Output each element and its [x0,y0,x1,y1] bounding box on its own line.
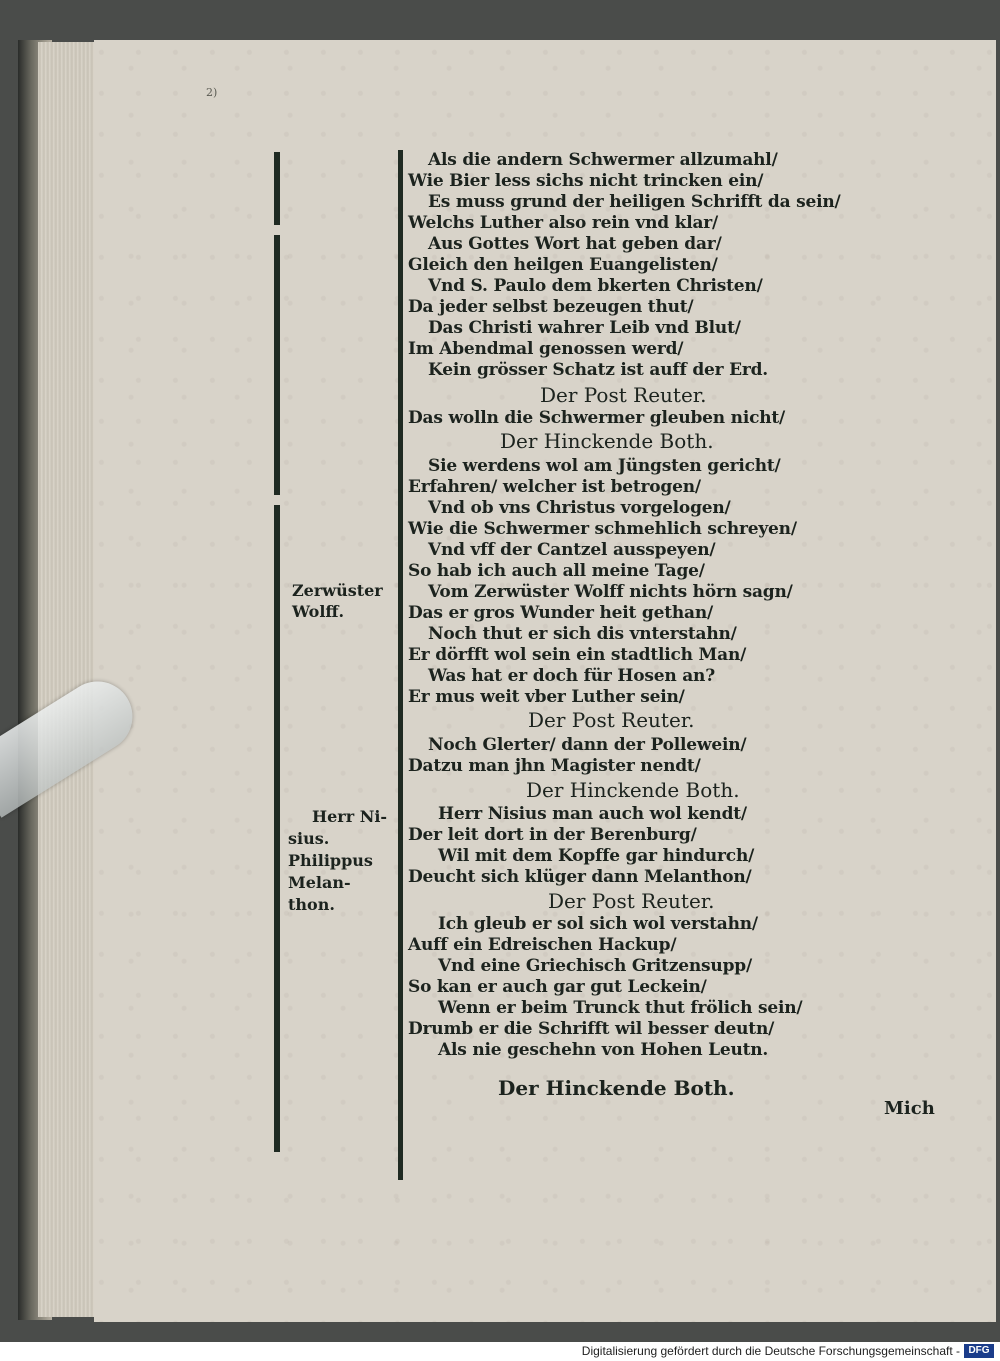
verse-line: Er dörfft wol sein ein stadtlich Man/ [408,645,747,665]
verse-line: Deucht sich klüger dann Melanthon/ [408,867,752,887]
speaker-heading: Der Post Reuter. [548,889,715,913]
verse-line: Als nie geschehn von Hohen Leutn. [438,1040,769,1060]
verse-line: Welchs Luther also rein vnd klar/ [408,213,719,233]
rule-break [272,225,282,235]
verse-line: Der leit dort in der Berenburg/ [408,825,697,845]
funding-credit: Digitalisierung gefördert durch die Deutsche Forschungsgemeinschaft - [581,1344,960,1358]
dfg-logo: DFG [964,1344,994,1358]
verse-line: Wie die Schwermer schmehlich schreyen/ [408,519,797,539]
page-mark: 2) [206,86,218,99]
verse-line: Es muss grund der heiligen Schrifft da sein/ [428,192,841,212]
verse-line: Sie werdens wol am Jüngsten gericht/ [428,456,781,476]
rule-break [272,495,282,505]
verse-line: Vnd ob vns Christus vorgelogen/ [428,498,731,518]
verse-line: Kein grösser Schatz ist auff der Erd. [428,360,769,380]
verse-line: Wenn er beim Trunck thut frölich sein/ [438,998,803,1018]
verse-line: Wie Bier less sichs nicht trincken ein/ [408,171,764,191]
verse-line: Er mus weit vber Luther sein/ [408,687,685,707]
verse-line: Herr Nisius man auch wol kendt/ [438,804,747,824]
speaker-heading: Der Post Reuter. [528,708,695,732]
margin-note-line: thon. [288,895,335,914]
verse-line: Noch Glerter/ dann der Pollewein/ [428,735,747,755]
verse-line: Vom Zerwüster Wolff nichts hörn sagn/ [428,582,793,602]
right-margin-rule [398,150,403,1180]
margin-note-line: Melan- [288,873,351,892]
verse-line: Das wolln die Schwermer gleuben nicht/ [408,408,786,428]
verse-line: Auff ein Edreischen Hackup/ [408,935,677,955]
verse-line: Als die andern Schwermer allzumahl/ [428,150,778,170]
speaker-heading: Der Hinckende Both. [526,778,740,802]
margin-note-line: Zerwüster [292,581,383,600]
verse-line: Das Christi wahrer Leib vnd Blut/ [428,318,741,338]
verse-line: Im Abendmal genossen werd/ [408,339,684,359]
paper-page [94,40,996,1322]
verse-line: Datzu man jhn Magister nendt/ [408,756,701,776]
verse-line: So hab ich auch all meine Tage/ [408,561,705,581]
closing-speaker-heading: Der Hinckende Both. [498,1076,735,1100]
verse-line: Gleich den heilgen Euangelisten/ [408,255,718,275]
speaker-heading: Der Post Reuter. [540,383,707,407]
verse-line: Aus Gottes Wort hat geben dar/ [428,234,722,254]
margin-note-line: sius. [288,829,330,848]
verse-line: Vnd S. Paulo dem bkerten Christen/ [428,276,763,296]
left-margin-rule [274,152,280,1152]
verse-line: Wil mit dem Kopffe gar hindurch/ [438,846,755,866]
footer-bar [0,1342,1000,1361]
verse-line: So kan er auch gar gut Leckein/ [408,977,707,997]
verse-line: Das er gros Wunder heit gethan/ [408,603,714,623]
catchword: Mich [884,1098,935,1119]
verse-line: Drumb er die Schrifft wil besser deutn/ [408,1019,775,1039]
verse-line: Da jeder selbst bezeugen thut/ [408,297,694,317]
margin-note-line: Herr Ni- [312,807,388,826]
margin-note-line: Wolff. [292,602,345,621]
verse-line: Was hat er doch für Hosen an? [428,666,715,686]
verse-line: Erfahren/ welcher ist betrogen/ [408,477,701,497]
verse-line: Vnd vff der Cantzel ausspeyen/ [428,540,716,560]
margin-note-line: Philippus [288,851,373,870]
speaker-heading: Der Hinckende Both. [500,429,714,453]
verse-line: Vnd eine Griechisch Gritzensupp/ [438,956,752,976]
verse-line: Ich gleub er sol sich wol verstahn/ [438,914,758,934]
verse-line: Noch thut er sich dis vnterstahn/ [428,624,737,644]
